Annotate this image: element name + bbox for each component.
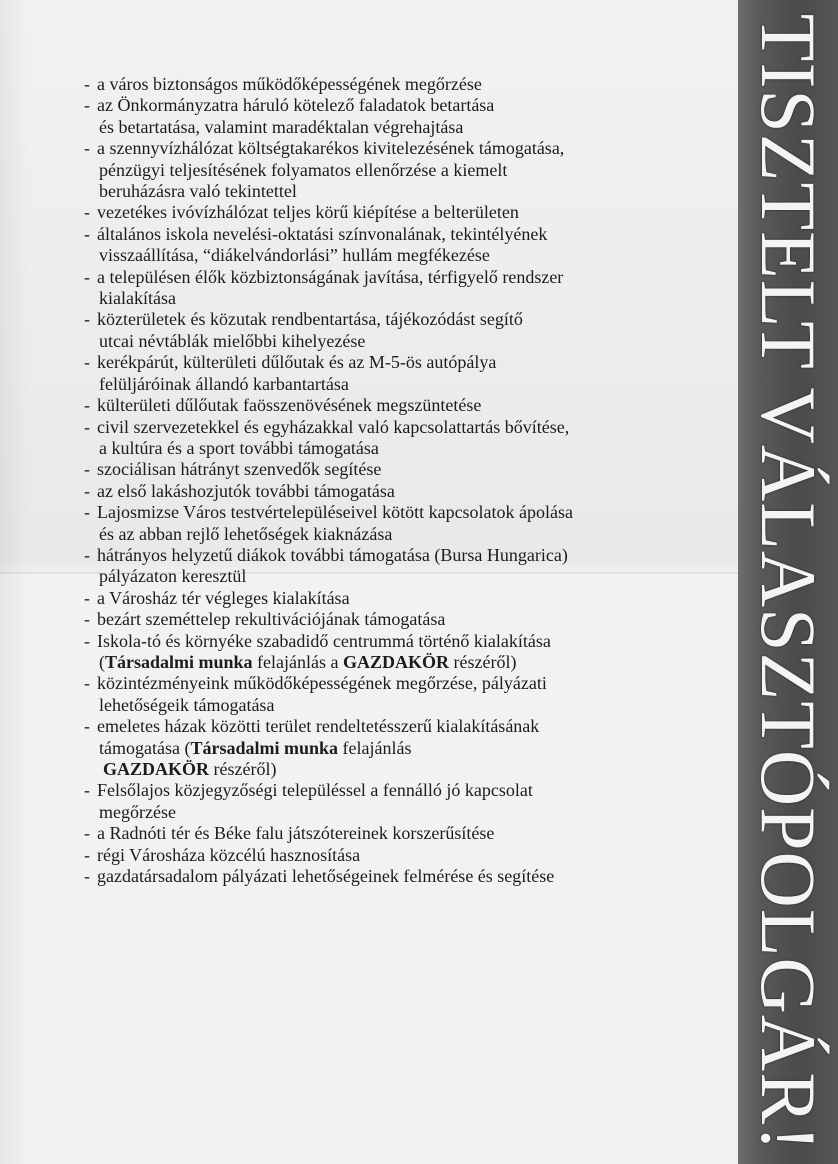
- item-line: kialakítása: [99, 288, 176, 309]
- item-line: [97, 652, 734, 673]
- banner-title: TISZTELT VÁLASZTÓPOLGÁR!: [745, 13, 832, 1153]
- list-item: [84, 502, 734, 545]
- item-line: emeletes házak közötti terület rendeltetésszerű kialakításának: [97, 716, 540, 737]
- item-line: kerékpárút, külterületi dűlőutak és az M-5-ös autópálya: [97, 352, 497, 373]
- list-item: [84, 823, 734, 844]
- item-line: régi Városháza közcélú hasznosítása: [97, 844, 361, 865]
- item-line: és az abban rejlő lehetőségek kiaknázása: [99, 523, 393, 544]
- item-line: az első lakáshozjutók további támogatása: [97, 480, 395, 501]
- item-line: Felsőlajos közjegyzőségi településsel a fennálló jó kapcsolat: [97, 780, 533, 801]
- item-line: vezetékes ivóvízhálózat teljes körű kiépítése a belterületen: [97, 202, 519, 223]
- text-fragment: felajánlás: [338, 737, 412, 758]
- item-line: beruházásra való tekintettel: [99, 181, 297, 202]
- item-line: közterületek és közutak rendbentartása, tájékozódást segítő: [97, 309, 523, 330]
- list-item: [84, 352, 734, 395]
- item-line: a Radnóti tér és Béke falu játszótereinek korszerűsítése: [97, 823, 495, 844]
- item-line: pénzügyi teljesítésének folyamatos ellenőrzése a kiemelt: [99, 159, 508, 180]
- item-line: [97, 738, 734, 759]
- item-line: pályázaton keresztül: [99, 566, 247, 587]
- text-fragment: támogatása (: [99, 737, 191, 758]
- list-item: [84, 609, 734, 630]
- bold-fragment: Társadalmi munka: [190, 737, 339, 758]
- text-fragment: részéről): [209, 759, 277, 779]
- item-line: utcai névtáblák mielőbbi kihelyezése: [99, 330, 366, 351]
- list-item: [84, 202, 734, 223]
- bold-fragment: Társadalmi munka: [105, 651, 253, 672]
- item-line: visszaállítása, “diákelvándorlási” hullám megfékezése: [99, 245, 490, 266]
- item-line: a településen élők közbiztonságának javítása, térfigyelő rendszer: [97, 266, 564, 287]
- list-item: [84, 138, 734, 202]
- bold-fragment: GAZDAKÖR: [103, 759, 210, 779]
- text-fragment: részéről): [449, 651, 517, 672]
- list-item: [84, 716, 734, 780]
- list-item: [84, 845, 734, 866]
- item-line: az Önkormányzatra háruló kötelező faladatok betartása: [97, 95, 495, 116]
- item-line: lehetőségeik támogatása: [99, 694, 275, 715]
- item-line: szociálisan hátrányt szenvedők segítése: [97, 459, 382, 480]
- program-list: [84, 74, 734, 887]
- bold-fragment: GAZDAKÖR: [343, 651, 450, 672]
- item-line: a szennyvízhálózat költségtakarékos kivitelezésének támogatása,: [97, 138, 565, 159]
- list-item: [84, 74, 734, 95]
- item-line: a Városház tér végleges kialakítása: [97, 587, 350, 608]
- list-item: [84, 224, 734, 267]
- list-item: [84, 459, 734, 480]
- item-line: a város biztonságos működőképességének megőrzése: [97, 74, 482, 94]
- item-line: gazdatársadalom pályázati lehetőségeinek felmérése és segítése: [97, 866, 555, 887]
- item-line: bezárt szeméttelep rekultivációjának támogatása: [97, 609, 446, 630]
- item-line: felüljáróinak állandó karbantartása: [99, 373, 349, 394]
- list-item: [84, 267, 734, 310]
- item-line: általános iskola nevelési-oktatási színvonalának, tekintélyének: [97, 223, 548, 244]
- item-line: Iskola-tó és környéke szabadidő centrummá történő kialakítása: [97, 630, 551, 651]
- item-line: megőrzése: [99, 801, 176, 822]
- list-item: [84, 780, 734, 823]
- list-item: [84, 545, 734, 588]
- list-item: [84, 631, 734, 674]
- list-item: [84, 866, 734, 887]
- item-line: Lajosmizse Város testvértelepüléseivel kötött kapcsolatok ápolása: [97, 502, 574, 523]
- item-line: külterületi dűlőutak faösszenövésének megszüntetése: [97, 395, 482, 416]
- item-line: és betartatása, valamint maradéktalan végrehajtása: [99, 116, 464, 137]
- list-item: [84, 417, 734, 460]
- list-item: [84, 673, 734, 716]
- list-item: [84, 481, 734, 502]
- item-line: [97, 759, 734, 780]
- list-item: [84, 395, 734, 416]
- list-item: [84, 95, 734, 138]
- list-item: [84, 588, 734, 609]
- item-line: civil szervezetekkel és egyházakkal való kapcsolattartás bővítése,: [97, 416, 570, 437]
- item-line: hátrányos helyzetű diákok további támogatása (Bursa Hungarica): [97, 544, 568, 565]
- list-item: [84, 309, 734, 352]
- item-line: közintézményeink működőképességének megőrzése, pályázati: [97, 673, 547, 694]
- item-line: a kultúra és a sport további támogatása: [99, 437, 379, 458]
- text-fragment: felajánlás a: [252, 651, 343, 672]
- text-fragment: (: [99, 651, 105, 672]
